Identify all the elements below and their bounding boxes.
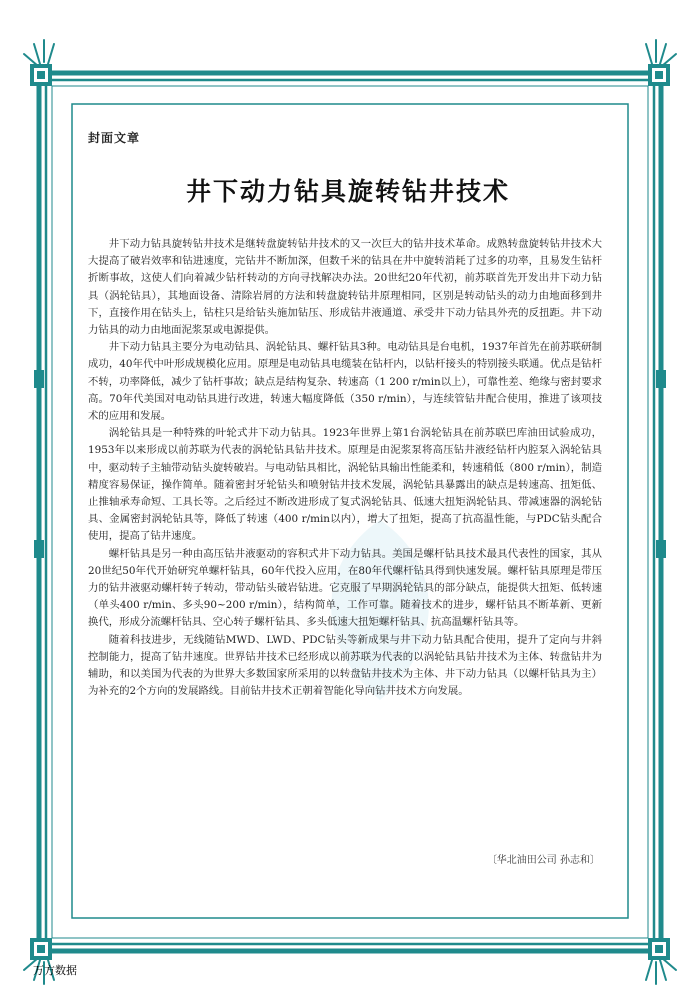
paragraph: 涡轮钻具是一种特殊的叶轮式井下动力钻具。1923年世界上第1台涡轮钻具在前苏联巴库油田试验成功，1953年以来形成以前苏联为代表的涡轮钻具钻井技术。原理是由泥浆泵将高压钻井液经钻杆内腔泵入涡轮钻具中，驱动转子主轴带动钻头旋转破岩。与电动钻具相比，涡轮钻具输出性能柔和，转速稍低（800 r/min），制造精度容易保证，操作简单。随着密封牙轮钻头和喷射钻井技术发展，涡轮钻具暴露出的缺点是转速高、扭矩低、止推轴承寿命短、工具长等。之后经过不断改进形成了复式涡轮钻具、低速大扭矩涡轮钻具、带减速器的涡轮钻具、金属密封涡轮钻具等，降低了转速（400 r/min以内），增大了扭矩，提高了抗高温性能，与PDC钻头配合使用，提高了钻井速度。 [88,427,602,543]
article-title: 井下动力钻具旋转钻井技术 [185,177,510,206]
author-signature: 〔华北油田公司 孙志和〕 [486,855,600,866]
paragraph: 随着科技进步，无线随钻MWD、LWD、PDC钻头等新成果与井下动力钻具配合使用，提升了定向与井斜控制能力，提高了钻井速度。世界钻井技术已经形成以前苏联为代表的以涡轮钻具钻井技术为主体、转盘钻井为辅助，和以美国为代表的为世界大多数国家所采用的以转盘钻井技术为主体、井下动力钻具（以螺杆钻具为主）为补充的2个方向的发展路线。目前钻井技术正朝着智能化导向钻井技术方向发展。 [88,633,602,698]
paragraph: 螺杆钻具是另一种由高压钻井液驱动的容积式井下动力钻具。美国是螺杆钻具技术最具代表性的国家，其从20世纪50年代开始研究单螺杆钻具，60年代投入应用，在80年代螺杆钻具得到快速发展。螺杆钻具原理是带压力的钻井液驱动螺杆转子转动，带动钻头破岩钻进。它克服了早期涡轮钻具的部分缺点，能提供大扭矩、低转速（单头400 r/min、多头90~200 r/min），结构简单，工作可靠。随着技术的进步，螺杆钻具不断革新、更新换代，形成分流螺杆钻具、空心转子螺杆钻具、多头低速大扭矩螺杆钻具、抗高温螺杆钻具等。 [88,547,602,629]
paragraph: 井下动力钻具旋转钻井技术是继转盘旋转钻井技术的又一次巨大的钻井技术革命。成熟转盘旋转钻井技术大大提高了破岩效率和钻进速度，完钻井不断加深，但数千米的钻具在井中旋转消耗了过多的功率，且易发生钻杆折断事故，这使人们向着减少钻杆转动的方向寻找解决办法。20世纪20年代初，前苏联首先开发出井下动力钻具（涡轮钻具），其地面设备、清除岩屑的方法和转盘旋转钻井原理相同，区别是转动钻头的动力由地面移到井下，直接作用在钻头上，钻柱只是给钻头施加钻压、形成钻井液通道、承受井下动力钻具外壳的反扭距。井下动力钻具的动力由地面泥浆泵或电源提供。 [88,238,602,337]
section-label: 封面文章 [88,131,141,145]
paragraph: 井下动力钻具主要分为电动钻具、涡轮钻具、螺杆钻具3种。电动钻具是台电机，1937年首先在前苏联研制成功，40年代中叶形成规模化应用。原理是电动钻具电缆装在钻杆内，以钻杆接头的特别接头联通。优点是钻杆不转，功率降低，减少了钻杆事故；缺点是结构复杂、转速高（1 200 r/min以上），可靠性差、绝缘与密封要求高。70年代美国对电动钻具进行改进，转速大幅度降低（350 r/min），与连续管钻井配合使用，推进了该项技术的应用和发展。 [88,341,602,423]
watermark-text: 万方数据 [33,964,77,977]
article-body [88,236,602,700]
